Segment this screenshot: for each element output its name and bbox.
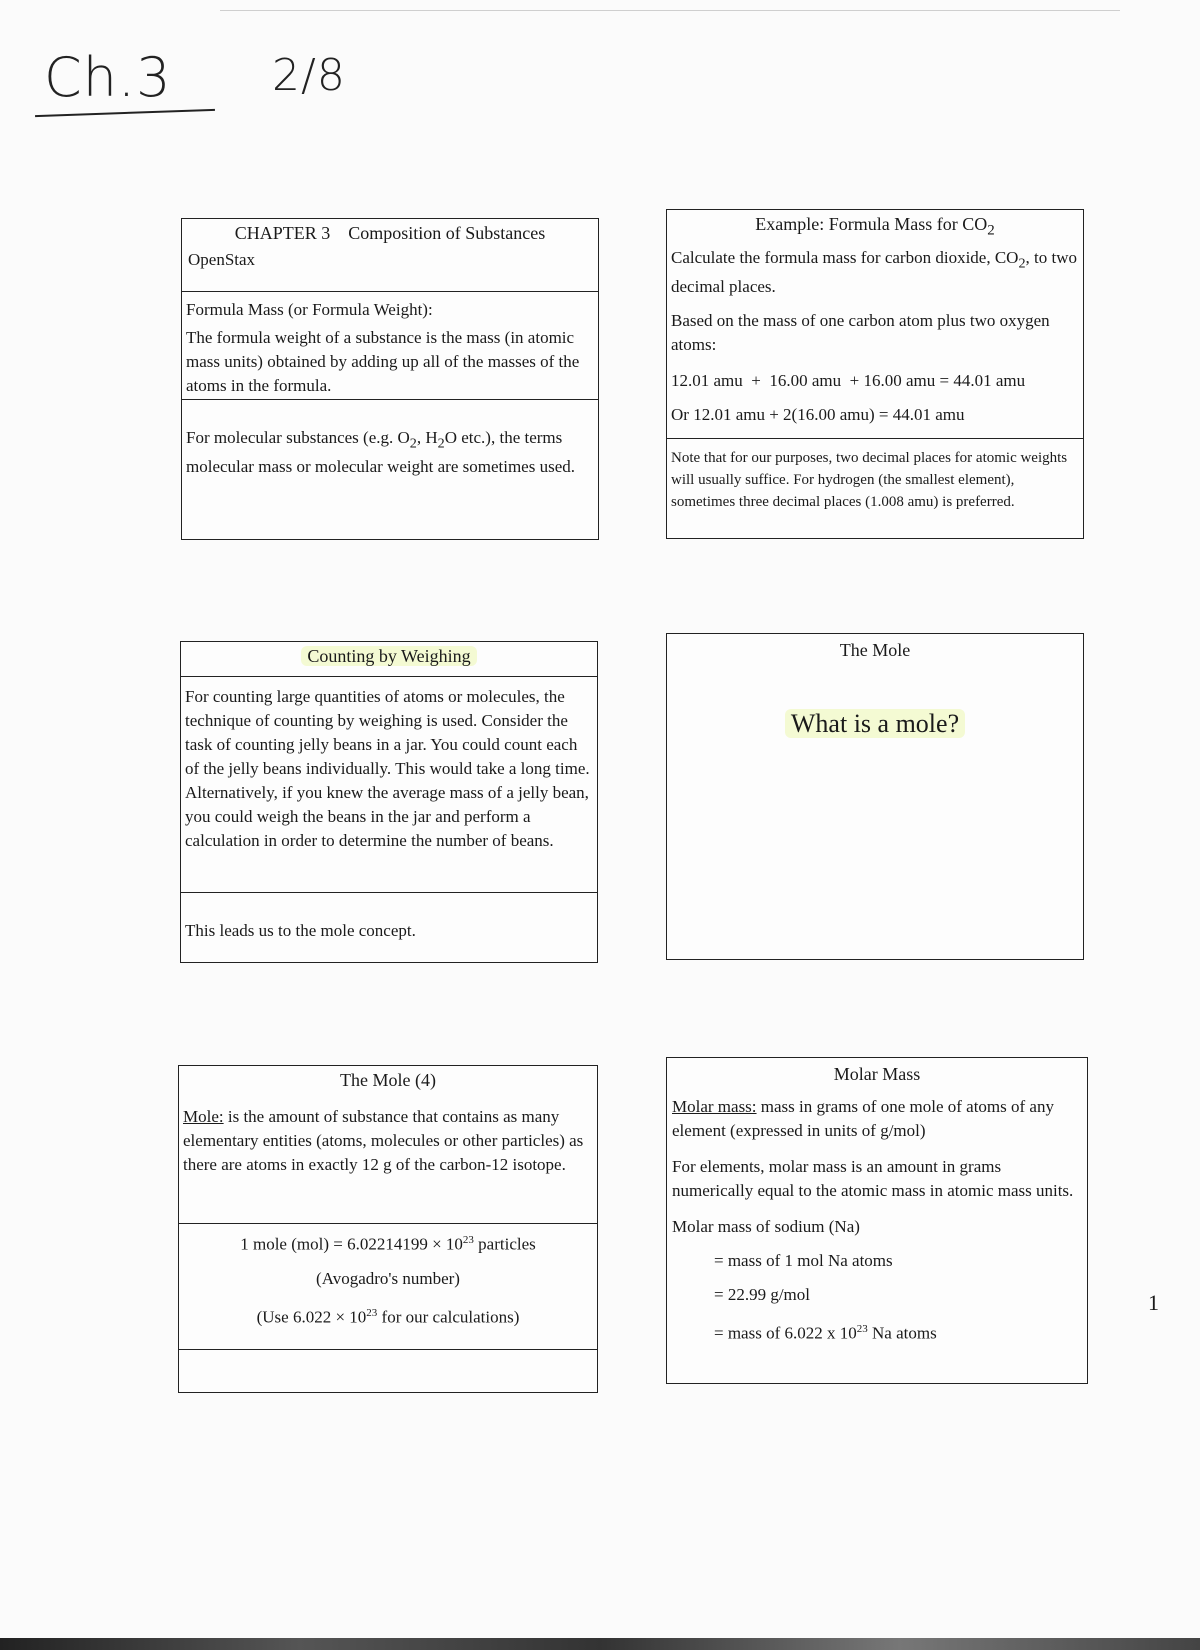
- avogadro-number-label: (Avogadro's number): [316, 1268, 460, 1288]
- formula-mass-definition: The formula weight of a substance is the mass (in atomic mass units) obtained by adding up all of the masses of the atoms in the formula.: [186, 328, 580, 395]
- mole-definition: Mole: is the amount of substance that contains as many elementary entities (atoms, molecules or other particles) as there are atoms in exactly 12 g of the carbon-12 isotope.: [183, 1107, 584, 1174]
- slide-the-mole: [666, 633, 1084, 960]
- molar-mass-definition: Molar mass: mass in grams of one mole of atoms of any element (expressed in units of g/mol): [672, 1097, 1054, 1140]
- co2-multiplied-equation: Or 12.01 amu + 2(16.00 amu) = 44.01 amu: [671, 404, 965, 424]
- co2-basis: Based on the mass of one carbon atom plus two oxygen atoms:: [671, 310, 1050, 354]
- slide-formula-mass-example: [666, 209, 1084, 539]
- formula-mass-heading: Formula Mass (or Formula Weight):: [186, 300, 433, 319]
- co2-sum-equation: 12.01 amu + 16.00 amu + 16.00 amu = 44.01 amu: [671, 370, 1026, 390]
- slide-molar-mass: [666, 1057, 1088, 1384]
- slide-title: Example: Formula Mass for $CO_2$: [755, 214, 995, 239]
- slide-title: Molar Mass: [833, 1064, 921, 1084]
- avogadro-constant-equation: 1 mole $(mol) = 6.02214199 \times 10^{23}$ particles: [240, 1234, 536, 1254]
- slide-title: The Mole: [839, 640, 911, 660]
- slide-title: CHAPTER 3 Composition of Substances: [234, 223, 546, 243]
- slide-title: Counting by Weighing: [187, 646, 591, 667]
- sodium-atoms-count: = mass of 6.022 x $10^{23}$ Na atoms: [714, 1323, 937, 1343]
- handwritten-date: 2/8: [272, 50, 346, 101]
- slide-counting-by-weighing: [180, 641, 598, 963]
- slide-subtitle: OpenStax: [188, 250, 256, 269]
- empty-section: [179, 1349, 597, 1391]
- slide-title: The Mole (4): [340, 1070, 436, 1090]
- mole-concept-lead: This leads us to the mole concept.: [185, 921, 416, 940]
- elements-molar-mass-note: For elements, molar mass is an amount in grams numerically equal to the atomic mass in atomic mass units.: [672, 1157, 1074, 1200]
- slide-the-mole-4: [178, 1065, 598, 1393]
- slide-chapter-3: [181, 218, 599, 540]
- what-is-a-mole-question: What is a mole?: [667, 709, 1083, 739]
- page-number: 1: [1148, 1290, 1159, 1315]
- molecular-substances-note: For molecular substances (e.g. $O_2$, $H_2O$ etc.), the terms molecular mass or molecular weight are sometimes used.: [186, 428, 575, 477]
- calculation-value-note: (Use $6.022 \times 10^{23}$ for our calculations): [256, 1306, 520, 1327]
- scan-top-line: [220, 10, 1120, 11]
- co2-question: Calculate the formula mass for carbon dioxide, $CO_2$, to two decimal places.: [671, 247, 1078, 296]
- scanner-edge: [0, 1638, 1200, 1650]
- handwritten-underline: [35, 109, 215, 117]
- sodium-mass-of-mole: = mass of 1 mol Na atoms: [714, 1251, 893, 1270]
- sodium-molar-mass-value: = 22.99 g/mol: [714, 1285, 811, 1304]
- counting-by-weighing-body: For counting large quantities of atoms or molecules, the technique of counting by weighing is used. Consider the task of counting jelly beans in a jar. You could count each of the jelly beans individually. This would take a long time. Alternatively, if you knew the average mass of a jelly bean, you could weigh the beans in the jar and perform a calculation in order to determine the number of beans.: [185, 687, 590, 850]
- sodium-molar-mass-label: Molar mass of sodium (Na): [672, 1217, 860, 1236]
- decimal-places-note: Note that for our purposes, two decimal places for atomic weights will usually suffice. For hydrogen (the smallest element), sometimes three decimal places (1.008 amu) is preferred.: [671, 450, 1068, 510]
- handwritten-chapter: Ch.3: [44, 46, 172, 109]
